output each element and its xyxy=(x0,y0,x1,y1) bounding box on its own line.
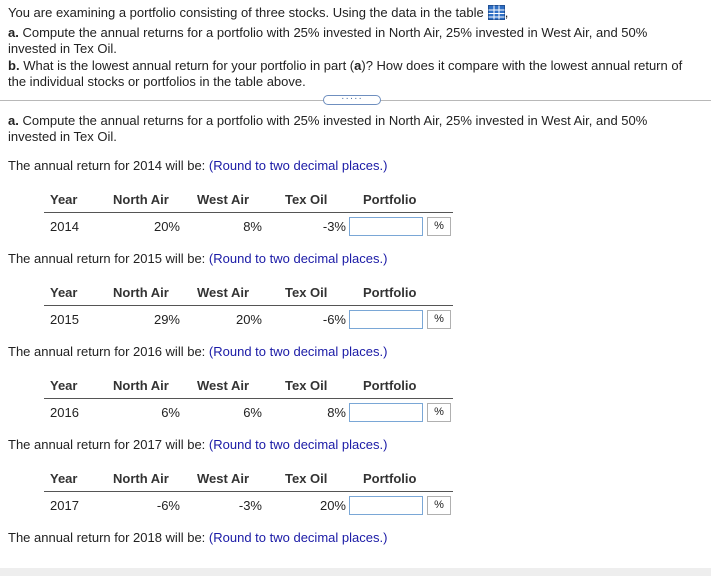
part-b-bold: a xyxy=(354,58,362,73)
header-rule xyxy=(44,305,453,306)
cell-west-air: 8% xyxy=(243,219,262,234)
cell-tex-oil: 8% xyxy=(327,405,346,420)
header-portfolio: Portfolio xyxy=(363,192,417,207)
answer-part-a-text: Compute the annual returns for a portfolio with 25% invested in North Air, 25% invested in West Air, and 50% invested in Tex Oil. xyxy=(8,113,648,144)
prompt-text: The annual return for 2018 will be: xyxy=(8,530,206,545)
prompt-2016 xyxy=(8,344,698,360)
returns-table-2017 xyxy=(0,471,711,521)
header-north-air: North Air xyxy=(113,471,169,486)
intro-text: You are examining a portfolio consisting of three stocks. Using the data in the table xyxy=(8,5,484,20)
rounding-hint: (Round to two decimal places.) xyxy=(208,344,388,359)
problem-intro xyxy=(8,5,698,21)
returns-table-2016 xyxy=(0,378,711,428)
prompt-2014 xyxy=(8,158,698,174)
cell-tex-oil: -6% xyxy=(322,312,346,327)
header-year: Year xyxy=(50,378,78,393)
portfolio-return-input[interactable] xyxy=(349,310,423,329)
cell-year: 2014 xyxy=(50,219,79,234)
answer-part-a-label: a. xyxy=(8,113,19,128)
portfolio-return-input[interactable] xyxy=(349,496,423,515)
returns-table-2014 xyxy=(0,192,711,242)
prompt-2017 xyxy=(8,437,698,453)
problem-part-a xyxy=(8,25,698,57)
intro-suffix: , xyxy=(504,5,509,20)
bottom-bar xyxy=(0,568,711,576)
percent-sign: % xyxy=(427,310,451,329)
portfolio-return-input[interactable] xyxy=(349,403,423,422)
part-b-label: b. xyxy=(8,58,20,73)
header-year: Year xyxy=(50,471,78,486)
rounding-hint: (Round to two decimal places.) xyxy=(208,437,388,452)
prompt-text: The annual return for 2017 will be: xyxy=(8,437,206,452)
header-west-air: West Air xyxy=(197,378,250,393)
header-portfolio: Portfolio xyxy=(363,378,417,393)
header-portfolio: Portfolio xyxy=(363,285,417,300)
header-year: Year xyxy=(50,192,78,207)
header-west-air: West Air xyxy=(197,285,250,300)
returns-table-2015 xyxy=(0,285,711,335)
cell-north-air: 29% xyxy=(153,312,180,327)
problem-part-b xyxy=(8,58,698,90)
header-rule xyxy=(44,398,453,399)
prompt-text: The annual return for 2016 will be: xyxy=(8,344,206,359)
part-b-text-2: )? How does it compare with the lowest annual return of the individual stocks or portfolios in the table above. xyxy=(8,58,683,89)
prompt-2018 xyxy=(8,530,698,546)
percent-sign: % xyxy=(427,403,451,422)
cell-year: 2015 xyxy=(50,312,79,327)
cell-tex-oil: 20% xyxy=(319,498,346,513)
header-tex-oil: Tex Oil xyxy=(285,378,328,393)
cell-year: 2016 xyxy=(50,405,79,420)
part-a-text: Compute the annual returns for a portfolio with 25% invested in North Air, 25% invested in West Air, and 50% invested in Tex Oil. xyxy=(8,25,648,56)
header-year: Year xyxy=(50,285,78,300)
portfolio-return-input[interactable] xyxy=(349,217,423,236)
header-west-air: West Air xyxy=(197,471,250,486)
cell-west-air: -3% xyxy=(238,498,262,513)
prompt-text: The annual return for 2015 will be: xyxy=(8,251,206,266)
rounding-hint: (Round to two decimal places.) xyxy=(208,530,388,545)
table-icon[interactable] xyxy=(488,5,505,20)
header-north-air: North Air xyxy=(113,285,169,300)
prompt-2015 xyxy=(8,251,698,267)
cell-north-air: 20% xyxy=(153,219,180,234)
expand-button[interactable]: ····· xyxy=(323,95,381,105)
percent-sign: % xyxy=(427,217,451,236)
cell-north-air: -6% xyxy=(156,498,180,513)
header-north-air: North Air xyxy=(113,192,169,207)
answer-part-a xyxy=(8,113,698,145)
header-west-air: West Air xyxy=(197,192,250,207)
prompt-text: The annual return for 2014 will be: xyxy=(8,158,206,173)
cell-west-air: 6% xyxy=(243,405,262,420)
cell-tex-oil: -3% xyxy=(322,219,346,234)
percent-sign: % xyxy=(427,496,451,515)
header-rule xyxy=(44,491,453,492)
part-b-text-1: What is the lowest annual return for your portfolio in part ( xyxy=(23,58,355,73)
header-portfolio: Portfolio xyxy=(363,471,417,486)
rounding-hint: (Round to two decimal places.) xyxy=(208,251,388,266)
part-a-label: a. xyxy=(8,25,19,40)
header-tex-oil: Tex Oil xyxy=(285,285,328,300)
header-rule xyxy=(44,212,453,213)
rounding-hint: (Round to two decimal places.) xyxy=(208,158,388,173)
cell-west-air: 20% xyxy=(235,312,262,327)
header-tex-oil: Tex Oil xyxy=(285,192,328,207)
cell-year: 2017 xyxy=(50,498,79,513)
header-north-air: North Air xyxy=(113,378,169,393)
cell-north-air: 6% xyxy=(161,405,180,420)
header-tex-oil: Tex Oil xyxy=(285,471,328,486)
